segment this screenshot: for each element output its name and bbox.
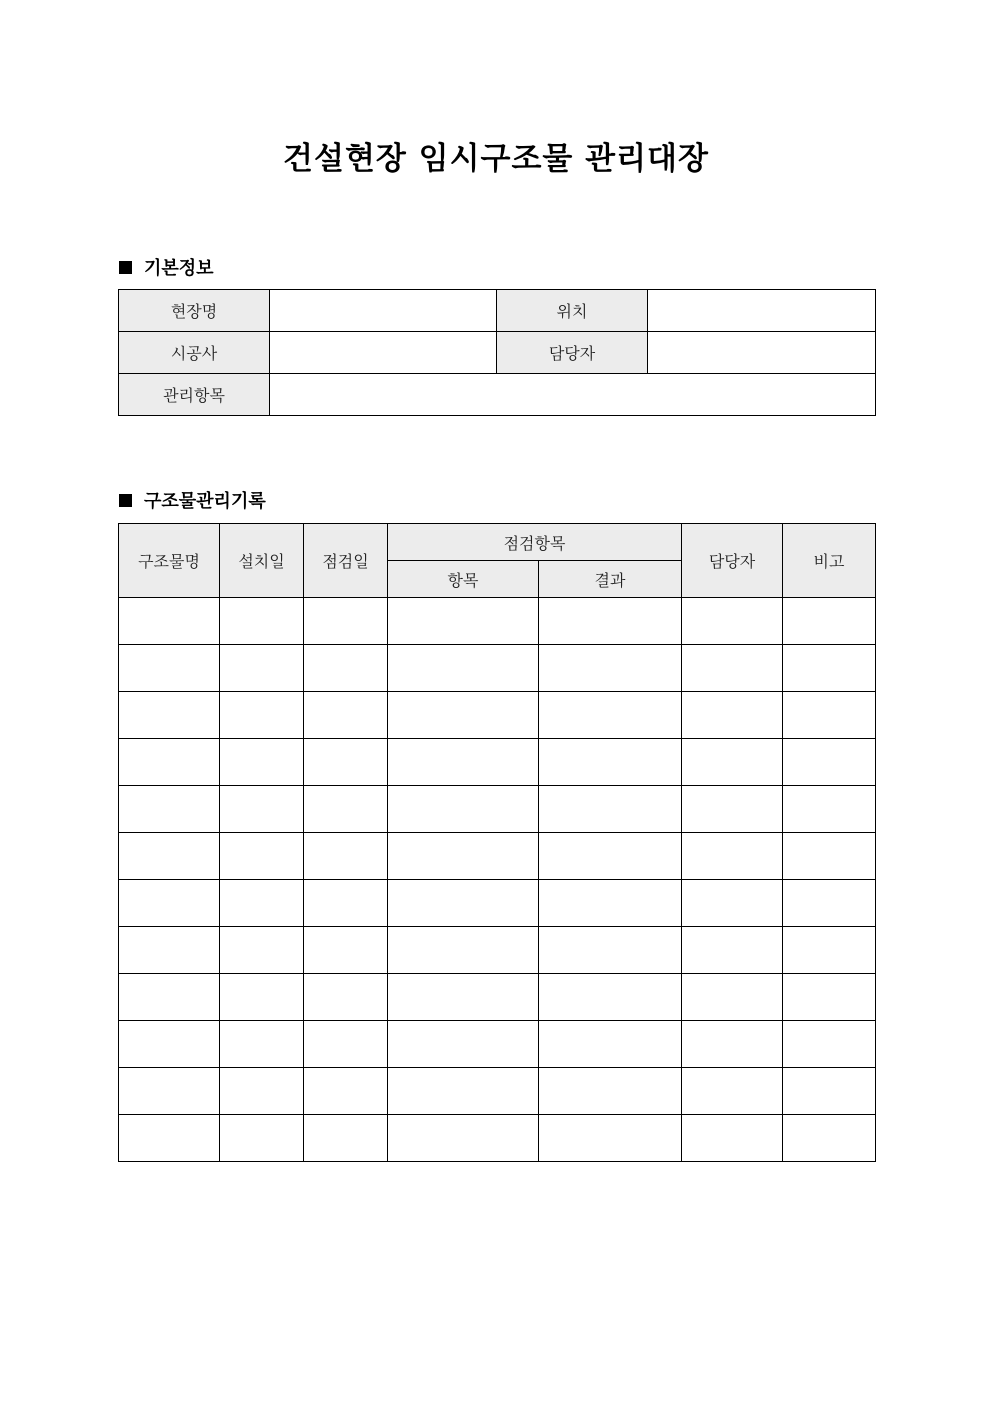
inspection-date-cell[interactable] <box>304 1115 388 1162</box>
structure-name-cell[interactable] <box>119 1115 220 1162</box>
result-cell[interactable] <box>539 645 682 692</box>
table-row <box>119 739 876 786</box>
item-cell[interactable] <box>388 974 539 1021</box>
manager-cell[interactable] <box>682 786 783 833</box>
manager-cell[interactable] <box>682 974 783 1021</box>
table-row <box>119 374 876 416</box>
structure-name-cell[interactable] <box>119 739 220 786</box>
site-name-label: 현장명 <box>119 290 270 332</box>
site-name-field[interactable] <box>270 290 497 332</box>
inspection-date-cell[interactable] <box>304 833 388 880</box>
structure-records-table <box>118 523 876 1162</box>
inspection-date-cell[interactable] <box>304 974 388 1021</box>
section-heading-label: 기본정보 <box>144 258 214 279</box>
remarks-cell[interactable] <box>783 1021 876 1068</box>
structure-name-cell[interactable] <box>119 786 220 833</box>
management-items-label: 관리항목 <box>119 374 270 416</box>
install-date-cell[interactable] <box>220 1021 304 1068</box>
structure-name-cell[interactable] <box>119 880 220 927</box>
result-cell[interactable] <box>539 598 682 645</box>
structure-name-cell[interactable] <box>119 927 220 974</box>
item-cell[interactable] <box>388 786 539 833</box>
result-cell[interactable] <box>539 880 682 927</box>
install-date-cell[interactable] <box>220 927 304 974</box>
manager-cell[interactable] <box>682 833 783 880</box>
table-row <box>119 290 876 332</box>
remarks-cell[interactable] <box>783 927 876 974</box>
col-header-manager: 담당자 <box>682 524 783 598</box>
square-bullet-icon <box>119 261 132 274</box>
inspection-date-cell[interactable] <box>304 692 388 739</box>
item-cell[interactable] <box>388 1115 539 1162</box>
install-date-cell[interactable] <box>220 692 304 739</box>
remarks-cell[interactable] <box>783 645 876 692</box>
manager-field[interactable] <box>648 332 876 374</box>
inspection-date-cell[interactable] <box>304 786 388 833</box>
table-row <box>119 692 876 739</box>
manager-cell[interactable] <box>682 692 783 739</box>
manager-cell[interactable] <box>682 645 783 692</box>
result-cell[interactable] <box>539 974 682 1021</box>
result-cell[interactable] <box>539 1068 682 1115</box>
structure-name-cell[interactable] <box>119 833 220 880</box>
structure-name-cell[interactable] <box>119 1021 220 1068</box>
table-row <box>119 974 876 1021</box>
remarks-cell[interactable] <box>783 786 876 833</box>
remarks-cell[interactable] <box>783 598 876 645</box>
col-header-install-date: 설치일 <box>220 524 304 598</box>
structure-name-cell[interactable] <box>119 598 220 645</box>
management-items-field[interactable] <box>270 374 876 416</box>
manager-cell[interactable] <box>682 1021 783 1068</box>
table-row <box>119 598 876 645</box>
col-header-structure-name: 구조물명 <box>119 524 220 598</box>
remarks-cell[interactable] <box>783 974 876 1021</box>
install-date-cell[interactable] <box>220 739 304 786</box>
manager-label: 담당자 <box>497 332 648 374</box>
remarks-cell[interactable] <box>783 1115 876 1162</box>
location-label: 위치 <box>497 290 648 332</box>
install-date-cell[interactable] <box>220 833 304 880</box>
result-cell[interactable] <box>539 1115 682 1162</box>
contractor-field[interactable] <box>270 332 497 374</box>
install-date-cell[interactable] <box>220 1115 304 1162</box>
structure-name-cell[interactable] <box>119 692 220 739</box>
remarks-cell[interactable] <box>783 1068 876 1115</box>
table-row <box>119 645 876 692</box>
structure-name-cell[interactable] <box>119 645 220 692</box>
col-header-remarks: 비고 <box>783 524 876 598</box>
section-heading-records <box>119 487 266 513</box>
item-cell[interactable] <box>388 645 539 692</box>
col-header-result: 결과 <box>539 561 682 598</box>
inspection-date-cell[interactable] <box>304 1021 388 1068</box>
install-date-cell[interactable] <box>220 786 304 833</box>
item-cell[interactable] <box>388 739 539 786</box>
inspection-date-cell[interactable] <box>304 880 388 927</box>
remarks-cell[interactable] <box>783 739 876 786</box>
result-cell[interactable] <box>539 927 682 974</box>
result-cell[interactable] <box>539 833 682 880</box>
item-cell[interactable] <box>388 880 539 927</box>
remarks-cell[interactable] <box>783 692 876 739</box>
table-row <box>119 927 876 974</box>
item-cell[interactable] <box>388 1021 539 1068</box>
inspection-date-cell[interactable] <box>304 927 388 974</box>
remarks-cell[interactable] <box>783 880 876 927</box>
location-field[interactable] <box>648 290 876 332</box>
page-title: 건설현장 임시구조물 관리대장 <box>283 141 709 177</box>
table-row <box>119 1021 876 1068</box>
install-date-cell[interactable] <box>220 880 304 927</box>
inspection-date-cell[interactable] <box>304 739 388 786</box>
col-header-inspection-items: 점검항목 <box>388 524 682 561</box>
col-header-item: 항목 <box>388 561 539 598</box>
item-cell[interactable] <box>388 598 539 645</box>
result-cell[interactable] <box>539 739 682 786</box>
item-cell[interactable] <box>388 1068 539 1115</box>
item-cell[interactable] <box>388 833 539 880</box>
table-row <box>119 786 876 833</box>
basic-info-table <box>118 289 876 416</box>
square-bullet-icon <box>119 494 132 507</box>
inspection-date-cell[interactable] <box>304 645 388 692</box>
result-cell[interactable] <box>539 692 682 739</box>
result-cell[interactable] <box>539 786 682 833</box>
table-row <box>119 1068 876 1115</box>
item-cell[interactable] <box>388 927 539 974</box>
inspection-date-cell[interactable] <box>304 1068 388 1115</box>
table-row <box>119 1115 876 1162</box>
manager-cell[interactable] <box>682 598 783 645</box>
col-header-inspection-date: 점검일 <box>304 524 388 598</box>
table-row <box>119 332 876 374</box>
install-date-cell[interactable] <box>220 598 304 645</box>
structure-name-cell[interactable] <box>119 1068 220 1115</box>
install-date-cell[interactable] <box>220 645 304 692</box>
inspection-date-cell[interactable] <box>304 598 388 645</box>
structure-name-cell[interactable] <box>119 974 220 1021</box>
manager-cell[interactable] <box>682 1115 783 1162</box>
table-row <box>119 833 876 880</box>
remarks-cell[interactable] <box>783 833 876 880</box>
section-heading-basic-info <box>119 254 214 280</box>
table-header-row <box>119 524 876 561</box>
item-cell[interactable] <box>388 692 539 739</box>
section-heading-label: 구조물관리기록 <box>144 491 266 512</box>
result-cell[interactable] <box>539 1021 682 1068</box>
manager-cell[interactable] <box>682 927 783 974</box>
table-row <box>119 880 876 927</box>
install-date-cell[interactable] <box>220 974 304 1021</box>
manager-cell[interactable] <box>682 1068 783 1115</box>
contractor-label: 시공사 <box>119 332 270 374</box>
manager-cell[interactable] <box>682 880 783 927</box>
install-date-cell[interactable] <box>220 1068 304 1115</box>
manager-cell[interactable] <box>682 739 783 786</box>
